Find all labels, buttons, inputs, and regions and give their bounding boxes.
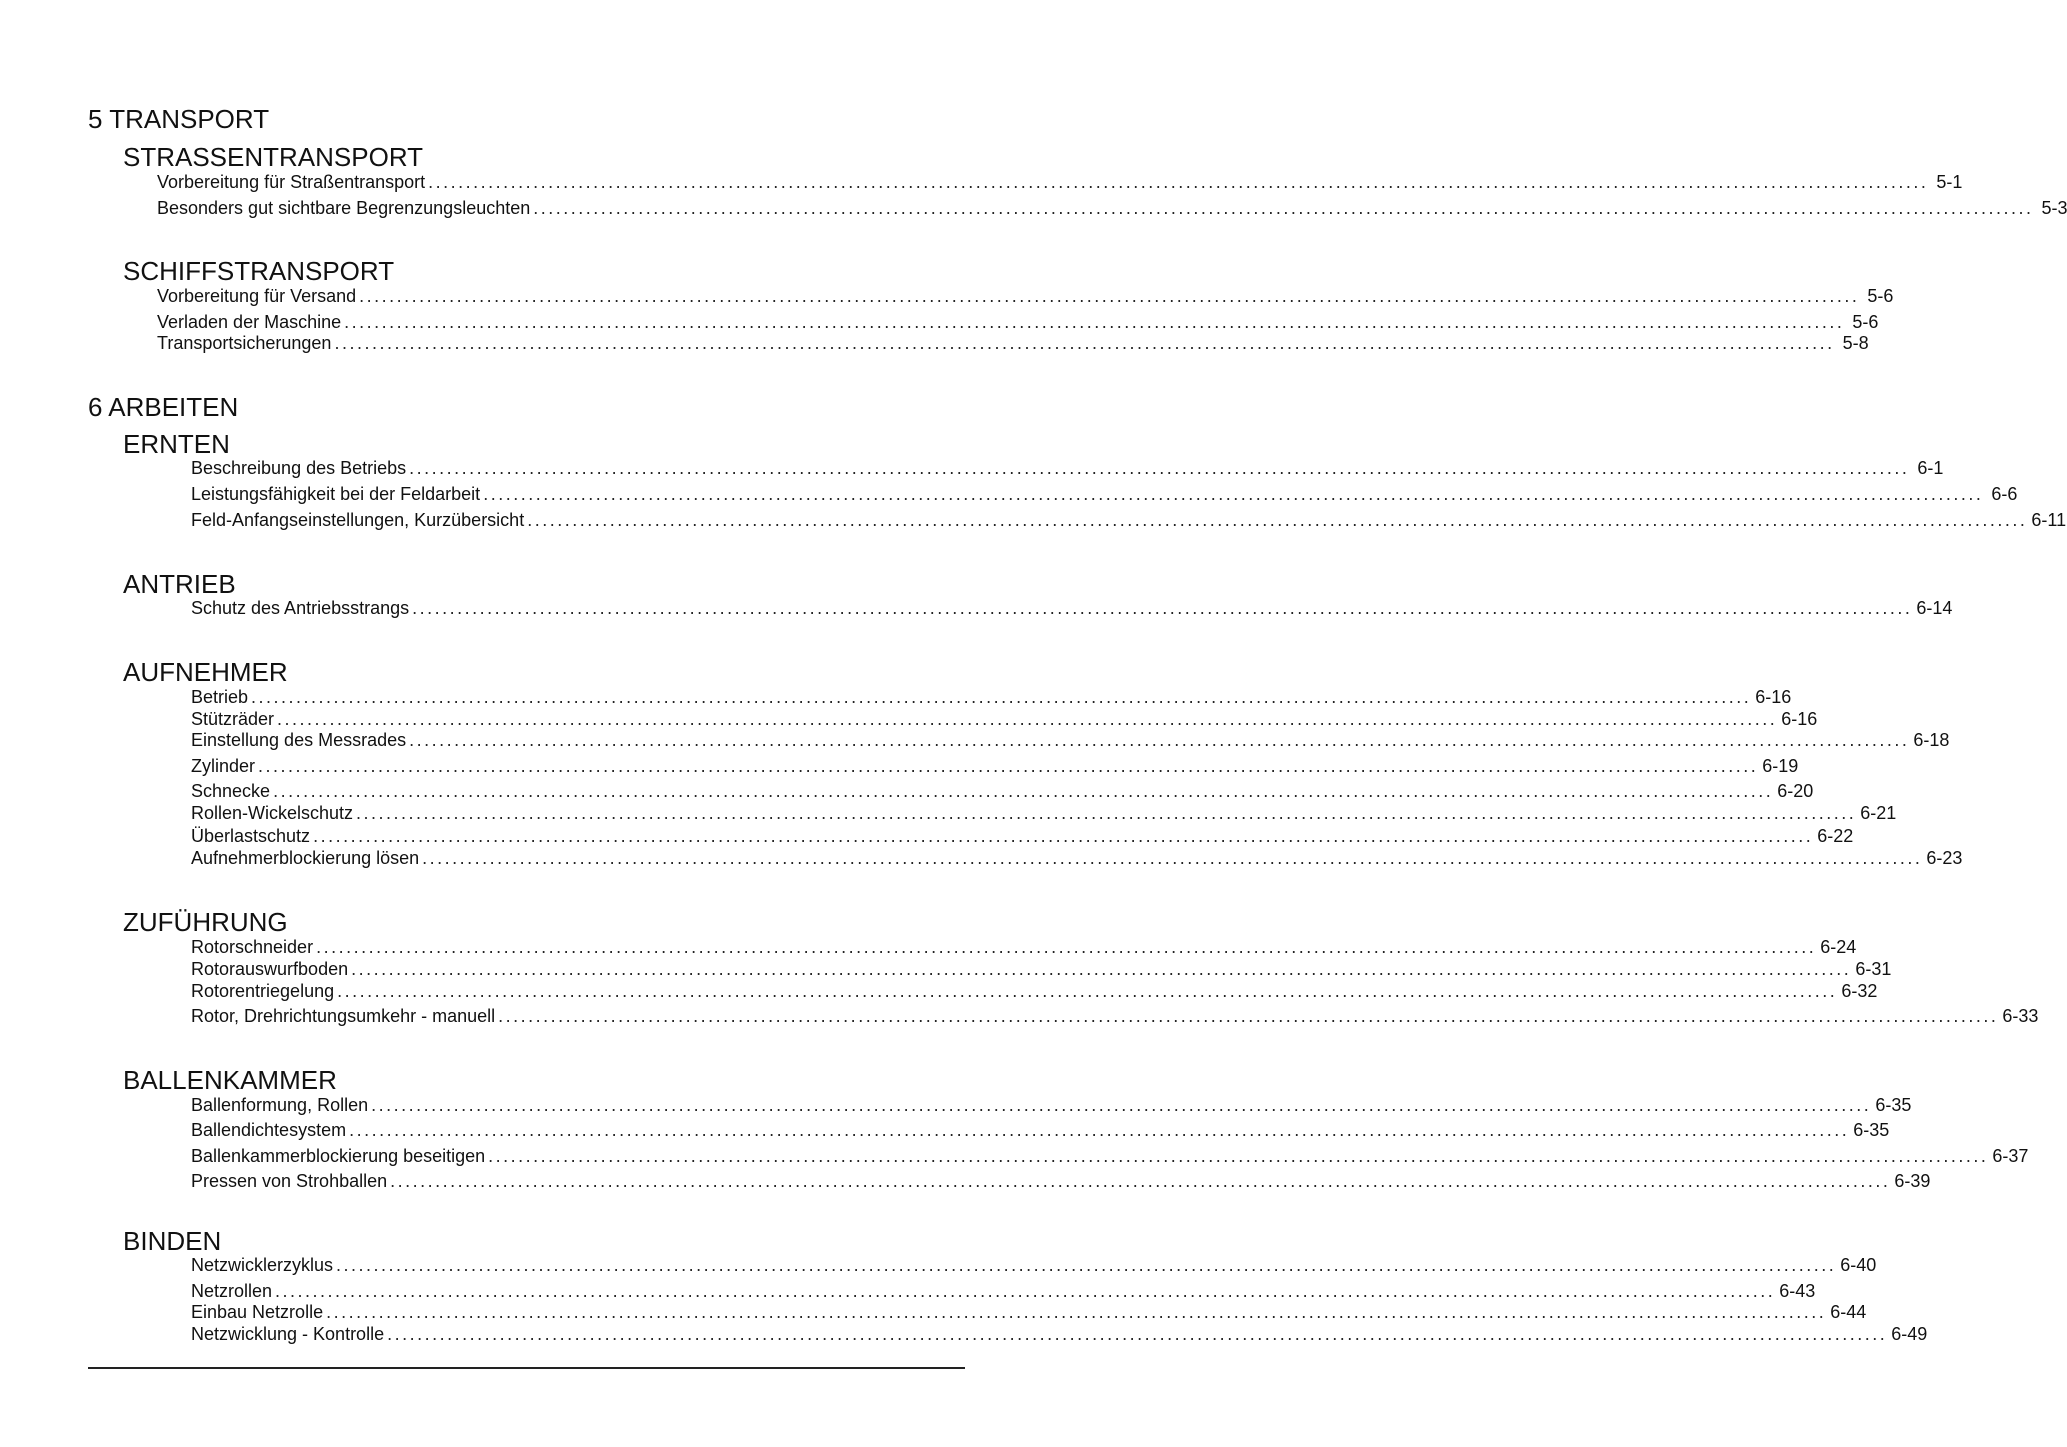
toc-entry-label: Rotor, Drehrichtungsumkehr - manuell xyxy=(191,1006,496,1026)
section-title: ANTRIEB xyxy=(123,569,236,599)
toc-entry[interactable] xyxy=(191,1254,1877,1276)
toc-entry-label: Pressen von Strohballen xyxy=(191,1171,388,1191)
toc-entry[interactable] xyxy=(157,332,1869,354)
section-title: STRASSENTRANSPORT xyxy=(123,142,424,172)
dot-leader: ........................................................................................................................................................................................................ xyxy=(371,1095,1872,1115)
toc-entry-page: 6-16 xyxy=(1781,709,1818,729)
toc-entry[interactable] xyxy=(191,1119,1890,1141)
toc-entry-page: 6-43 xyxy=(1779,1281,1816,1301)
dot-leader: ........................................................................................................................................................................................................ xyxy=(409,458,1910,478)
dot-leader: ........................................................................................................................................................................................................ xyxy=(409,730,1910,750)
toc-entry-page: 6-33 xyxy=(2002,1006,2039,1026)
toc-entry[interactable] xyxy=(191,708,1818,730)
toc-entry[interactable] xyxy=(191,686,1792,708)
toc-entry-label: Rotorschneider xyxy=(191,937,314,957)
dot-leader: ........................................................................................................................................................................................................ xyxy=(356,803,1857,823)
dot-leader: ........................................................................................................................................................................................................ xyxy=(422,848,1923,868)
toc-entry-label: Besonders gut sichtbare Begrenzungsleuchten xyxy=(157,198,531,218)
toc-entry-label: Feld-Anfangseinstellungen, Kurzübersicht xyxy=(191,510,525,530)
toc-entry-page: 6-35 xyxy=(1853,1120,1890,1140)
toc-entry[interactable] xyxy=(191,483,2018,505)
toc-entry[interactable] xyxy=(157,197,2067,219)
dot-leader: ........................................................................................................................................................................................................ xyxy=(275,1281,1776,1301)
toc-entry[interactable] xyxy=(191,847,1963,869)
toc-entry-label: Stützräder xyxy=(191,709,275,729)
toc-entry-label: Vorbereitung für Straßentransport xyxy=(157,172,426,192)
dot-leader: ........................................................................................................................................................................................................ xyxy=(316,937,1817,957)
toc-entry-page: 6-1 xyxy=(1917,458,1944,478)
toc-entry-label: Überlastschutz xyxy=(191,826,311,846)
toc-entry-label: Schnecke xyxy=(191,781,271,801)
toc-entry[interactable] xyxy=(191,936,1857,958)
toc-entry-page: 6-22 xyxy=(1817,826,1854,846)
toc-entry-page: 6-21 xyxy=(1860,803,1897,823)
dot-leader: ........................................................................................................................................................................................................ xyxy=(359,286,1860,306)
toc-entry[interactable] xyxy=(157,171,1963,193)
toc-entry[interactable] xyxy=(191,1094,1912,1116)
toc-entry-label: Rotorauswurfboden xyxy=(191,959,349,979)
toc-entry-label: Ballenkammerblockierung beseitigen xyxy=(191,1146,486,1166)
dot-leader: ........................................................................................................................................................................................................ xyxy=(412,598,1913,618)
dot-leader: ........................................................................................................................................................................................................ xyxy=(527,510,2028,530)
toc-entry-page: 6-31 xyxy=(1855,959,1892,979)
dot-leader: ........................................................................................................................................................................................................ xyxy=(390,1171,1891,1191)
toc-entry-label: Netzwicklerzyklus xyxy=(191,1255,334,1275)
toc-entry[interactable] xyxy=(191,958,1892,980)
toc-entry-page: 6-23 xyxy=(1926,848,1963,868)
toc-entry[interactable] xyxy=(191,802,1897,824)
toc-entry[interactable] xyxy=(157,285,1894,307)
dot-leader: ........................................................................................................................................................................................................ xyxy=(344,312,1845,332)
toc-entry-page: 6-19 xyxy=(1762,756,1799,776)
toc-entry[interactable] xyxy=(191,1280,1816,1302)
toc-entry[interactable] xyxy=(191,1323,1928,1345)
dot-leader: ........................................................................................................................................................................................................ xyxy=(428,172,1929,192)
toc-entry-label: Vorbereitung für Versand xyxy=(157,286,357,306)
section-title: AUFNEHMER xyxy=(123,657,288,687)
toc-entry-page: 6-14 xyxy=(1916,598,1953,618)
dot-leader: ........................................................................................................................................................................................................ xyxy=(387,1324,1888,1344)
toc-entry-page: 6-40 xyxy=(1840,1255,1877,1275)
dot-leader: ........................................................................................................................................................................................................ xyxy=(313,826,1814,846)
toc-entry-page: 6-35 xyxy=(1875,1095,1912,1115)
toc-entry[interactable] xyxy=(191,729,1950,751)
toc-entry-label: Rotorentriegelung xyxy=(191,981,335,1001)
toc-entry[interactable] xyxy=(191,1301,1867,1323)
dot-leader: ........................................................................................................................................................................................................ xyxy=(334,333,1835,353)
toc-entry-page: 6-20 xyxy=(1777,781,1814,801)
toc-entry-label: Ballenformung, Rollen xyxy=(191,1095,369,1115)
dot-leader: ........................................................................................................................................................................................................ xyxy=(258,756,1759,776)
toc-entry-label: Betrieb xyxy=(191,687,249,707)
dot-leader: ........................................................................................................................................................................................................ xyxy=(488,1146,1989,1166)
toc-entry-page: 6-16 xyxy=(1755,687,1792,707)
toc-entry-label: Schutz des Antriebsstrangs xyxy=(191,598,410,618)
toc-entry-page: 6-39 xyxy=(1894,1171,1931,1191)
dot-leader: ........................................................................................................................................................................................................ xyxy=(349,1120,1850,1140)
toc-entry[interactable] xyxy=(191,825,1854,847)
section-title: ZUFÜHRUNG xyxy=(123,907,288,937)
section-title: BALLENKAMMER xyxy=(123,1065,337,1095)
toc-entry-label: Netzrollen xyxy=(191,1281,273,1301)
dot-leader: ........................................................................................................................................................................................................ xyxy=(273,781,1774,801)
dot-leader: ........................................................................................................................................................................................................ xyxy=(533,198,2034,218)
toc-entry-page: 6-18 xyxy=(1913,730,1950,750)
dot-leader: ........................................................................................................................................................................................................ xyxy=(326,1302,1827,1322)
toc-entry-label: Beschreibung des Betriebs xyxy=(191,458,407,478)
section-title: ERNTEN xyxy=(123,429,230,459)
toc-entry-label: Transportsicherungen xyxy=(157,333,332,353)
toc-entry-page: 6-49 xyxy=(1891,1324,1928,1344)
toc-entry-label: Netzwicklung - Kontrolle xyxy=(191,1324,385,1344)
dot-leader: ........................................................................................................................................................................................................ xyxy=(277,709,1778,729)
chapter-title: 5 TRANSPORT xyxy=(88,104,270,134)
toc-entry[interactable] xyxy=(157,311,1879,333)
toc-entry-page: 6-11 xyxy=(2031,510,2067,530)
toc-entry-page: 6-37 xyxy=(1992,1146,2029,1166)
toc-entry[interactable] xyxy=(191,597,1953,619)
toc-entry[interactable] xyxy=(191,1170,1931,1192)
toc-entry-page: 6-44 xyxy=(1830,1302,1867,1322)
toc-entry-page: 5-3 xyxy=(2041,198,2067,218)
footer-rule xyxy=(88,1367,965,1369)
toc-entry-label: Ballendichtesystem xyxy=(191,1120,347,1140)
toc-entry-label: Einstellung des Messrades xyxy=(191,730,407,750)
toc-entry-label: Verladen der Maschine xyxy=(157,312,342,332)
toc-entry-page: 6-6 xyxy=(1991,484,2018,504)
dot-leader: ........................................................................................................................................................................................................ xyxy=(336,1255,1837,1275)
dot-leader: ........................................................................................................................................................................................................ xyxy=(498,1006,1999,1026)
toc-entry-page: 6-32 xyxy=(1841,981,1878,1001)
section-title: BINDEN xyxy=(123,1226,222,1256)
chapter-title: 6 ARBEITEN xyxy=(88,392,239,422)
toc-entry-label: Aufnehmerblockierung lösen xyxy=(191,848,420,868)
toc-entry-label: Leistungsfähigkeit bei der Feldarbeit xyxy=(191,484,481,504)
toc-entry-page: 5-8 xyxy=(1842,333,1869,353)
toc-entry[interactable] xyxy=(191,755,1799,777)
dot-leader: ........................................................................................................................................................................................................ xyxy=(351,959,1852,979)
toc-entry[interactable] xyxy=(191,457,1944,479)
section-title: SCHIFFSTRANSPORT xyxy=(123,256,395,286)
dot-leader: ........................................................................................................................................................................................................ xyxy=(483,484,1984,504)
toc-entry[interactable] xyxy=(191,1005,2039,1027)
toc-entry-label: Zylinder xyxy=(191,756,256,776)
toc-entry[interactable] xyxy=(191,509,2067,531)
toc-entry-page: 6-24 xyxy=(1820,937,1857,957)
toc-entry-page: 5-6 xyxy=(1852,312,1879,332)
toc-entry-label: Einbau Netzrolle xyxy=(191,1302,324,1322)
toc-entry[interactable] xyxy=(191,780,1814,802)
toc-entry-page: 5-1 xyxy=(1936,172,1963,192)
dot-leader: ........................................................................................................................................................................................................ xyxy=(251,687,1752,707)
toc-entry-page: 5-6 xyxy=(1867,286,1894,306)
toc-entry[interactable] xyxy=(191,980,1878,1002)
toc-entry[interactable] xyxy=(191,1145,2029,1167)
dot-leader: ........................................................................................................................................................................................................ xyxy=(337,981,1838,1001)
toc-entry-label: Rollen-Wickelschutz xyxy=(191,803,354,823)
